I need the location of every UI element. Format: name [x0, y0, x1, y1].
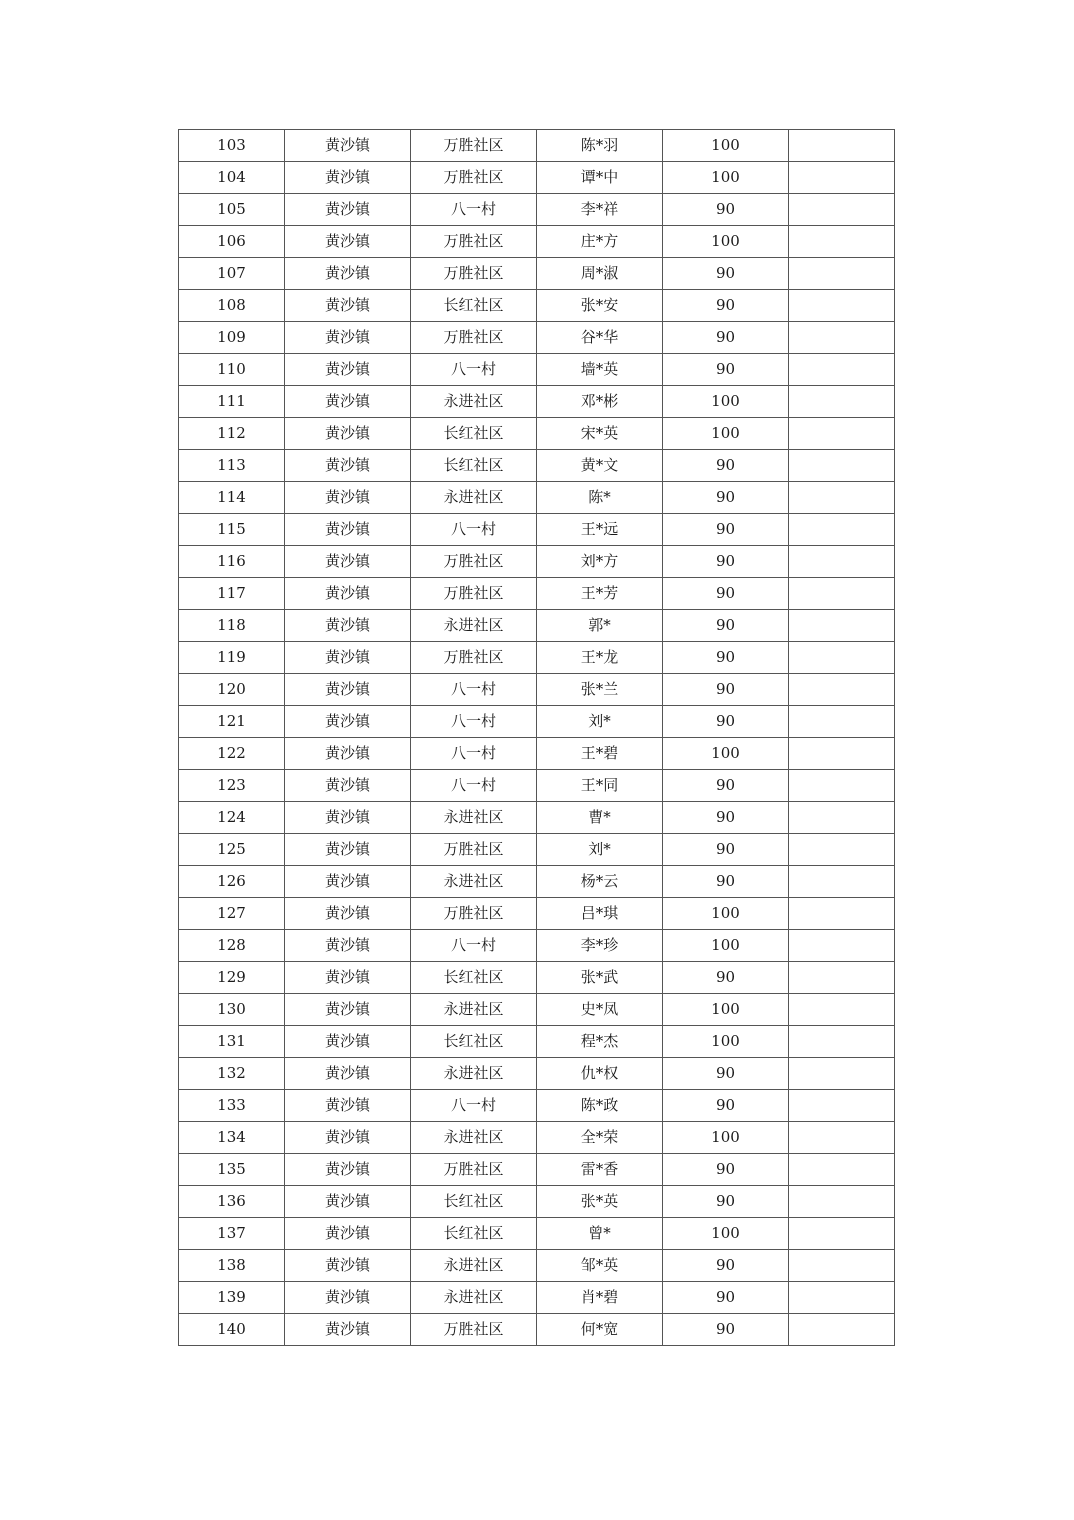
amount-cell: 90 — [663, 1090, 789, 1122]
table-row — [179, 450, 895, 482]
table-row — [179, 1090, 895, 1122]
village-cell: 永进社区 — [411, 482, 537, 514]
name-cell: 吕*琪 — [537, 898, 663, 930]
village-cell: 万胜社区 — [411, 1154, 537, 1186]
note-cell — [789, 578, 895, 610]
village-cell: 永进社区 — [411, 610, 537, 642]
amount-cell: 90 — [663, 546, 789, 578]
name-cell: 谷*华 — [537, 322, 663, 354]
village-cell: 万胜社区 — [411, 226, 537, 258]
note-cell — [789, 1186, 895, 1218]
note-cell — [789, 898, 895, 930]
town-cell: 黄沙镇 — [285, 1314, 411, 1346]
row-number-cell: 128 — [179, 930, 285, 962]
town-cell: 黄沙镇 — [285, 130, 411, 162]
village-cell: 万胜社区 — [411, 130, 537, 162]
amount-cell: 100 — [663, 738, 789, 770]
note-cell — [789, 130, 895, 162]
amount-cell: 100 — [663, 930, 789, 962]
village-cell: 八一村 — [411, 930, 537, 962]
name-cell: 王*龙 — [537, 642, 663, 674]
amount-cell: 90 — [663, 290, 789, 322]
town-cell: 黄沙镇 — [285, 322, 411, 354]
village-cell: 永进社区 — [411, 994, 537, 1026]
name-cell: 仇*权 — [537, 1058, 663, 1090]
amount-cell: 90 — [663, 1154, 789, 1186]
village-cell: 万胜社区 — [411, 642, 537, 674]
note-cell — [789, 1314, 895, 1346]
village-cell: 八一村 — [411, 194, 537, 226]
note-cell — [789, 226, 895, 258]
village-cell: 永进社区 — [411, 866, 537, 898]
name-cell: 刘*方 — [537, 546, 663, 578]
row-number-cell: 134 — [179, 1122, 285, 1154]
town-cell: 黄沙镇 — [285, 482, 411, 514]
row-number-cell: 112 — [179, 418, 285, 450]
name-cell: 李*祥 — [537, 194, 663, 226]
row-number-cell: 117 — [179, 578, 285, 610]
note-cell — [789, 642, 895, 674]
town-cell: 黄沙镇 — [285, 802, 411, 834]
village-cell: 永进社区 — [411, 386, 537, 418]
note-cell — [789, 738, 895, 770]
name-cell: 何*宽 — [537, 1314, 663, 1346]
row-number-cell: 123 — [179, 770, 285, 802]
amount-cell: 90 — [663, 322, 789, 354]
row-number-cell: 140 — [179, 1314, 285, 1346]
note-cell — [789, 162, 895, 194]
town-cell: 黄沙镇 — [285, 386, 411, 418]
town-cell: 黄沙镇 — [285, 866, 411, 898]
amount-cell: 90 — [663, 194, 789, 226]
table-row — [179, 706, 895, 738]
row-number-cell: 130 — [179, 994, 285, 1026]
table-row — [179, 1058, 895, 1090]
table-row — [179, 194, 895, 226]
village-cell: 八一村 — [411, 738, 537, 770]
name-cell: 庄*方 — [537, 226, 663, 258]
row-number-cell: 118 — [179, 610, 285, 642]
note-cell — [789, 866, 895, 898]
note-cell — [789, 962, 895, 994]
note-cell — [789, 1218, 895, 1250]
town-cell: 黄沙镇 — [285, 194, 411, 226]
village-cell: 万胜社区 — [411, 578, 537, 610]
village-cell: 万胜社区 — [411, 546, 537, 578]
note-cell — [789, 1058, 895, 1090]
name-cell: 张*安 — [537, 290, 663, 322]
name-cell: 王*远 — [537, 514, 663, 546]
town-cell: 黄沙镇 — [285, 418, 411, 450]
village-cell: 万胜社区 — [411, 1314, 537, 1346]
name-cell: 刘* — [537, 706, 663, 738]
note-cell — [789, 1250, 895, 1282]
village-cell: 长红社区 — [411, 1026, 537, 1058]
roster-table — [178, 129, 895, 1346]
row-number-cell: 129 — [179, 962, 285, 994]
row-number-cell: 111 — [179, 386, 285, 418]
village-cell: 永进社区 — [411, 802, 537, 834]
table-row — [179, 1314, 895, 1346]
name-cell: 全*荣 — [537, 1122, 663, 1154]
village-cell: 长红社区 — [411, 962, 537, 994]
note-cell — [789, 770, 895, 802]
note-cell — [789, 450, 895, 482]
town-cell: 黄沙镇 — [285, 546, 411, 578]
village-cell: 八一村 — [411, 1090, 537, 1122]
row-number-cell: 139 — [179, 1282, 285, 1314]
town-cell: 黄沙镇 — [285, 674, 411, 706]
note-cell — [789, 546, 895, 578]
town-cell: 黄沙镇 — [285, 1122, 411, 1154]
village-cell: 永进社区 — [411, 1250, 537, 1282]
note-cell — [789, 418, 895, 450]
row-number-cell: 120 — [179, 674, 285, 706]
table-row — [179, 418, 895, 450]
note-cell — [789, 322, 895, 354]
name-cell: 黄*文 — [537, 450, 663, 482]
name-cell: 曹* — [537, 802, 663, 834]
town-cell: 黄沙镇 — [285, 706, 411, 738]
town-cell: 黄沙镇 — [285, 834, 411, 866]
note-cell — [789, 386, 895, 418]
row-number-cell: 135 — [179, 1154, 285, 1186]
note-cell — [789, 1090, 895, 1122]
amount-cell: 100 — [663, 994, 789, 1026]
row-number-cell: 109 — [179, 322, 285, 354]
amount-cell: 90 — [663, 962, 789, 994]
name-cell: 陈*政 — [537, 1090, 663, 1122]
row-number-cell: 137 — [179, 1218, 285, 1250]
row-number-cell: 121 — [179, 706, 285, 738]
note-cell — [789, 1026, 895, 1058]
amount-cell: 90 — [663, 674, 789, 706]
amount-cell: 90 — [663, 1282, 789, 1314]
town-cell: 黄沙镇 — [285, 898, 411, 930]
village-cell: 万胜社区 — [411, 898, 537, 930]
table-row — [179, 898, 895, 930]
name-cell: 周*淑 — [537, 258, 663, 290]
amount-cell: 90 — [663, 482, 789, 514]
amount-cell: 90 — [663, 866, 789, 898]
table-row — [179, 1026, 895, 1058]
amount-cell: 90 — [663, 1250, 789, 1282]
amount-cell: 90 — [663, 706, 789, 738]
town-cell: 黄沙镇 — [285, 578, 411, 610]
amount-cell: 90 — [663, 514, 789, 546]
village-cell: 长红社区 — [411, 450, 537, 482]
note-cell — [789, 994, 895, 1026]
table-row — [179, 386, 895, 418]
town-cell: 黄沙镇 — [285, 738, 411, 770]
name-cell: 宋*英 — [537, 418, 663, 450]
town-cell: 黄沙镇 — [285, 642, 411, 674]
town-cell: 黄沙镇 — [285, 1218, 411, 1250]
village-cell: 万胜社区 — [411, 258, 537, 290]
village-cell: 八一村 — [411, 674, 537, 706]
amount-cell: 100 — [663, 1122, 789, 1154]
table-row — [179, 802, 895, 834]
note-cell — [789, 1282, 895, 1314]
village-cell: 八一村 — [411, 514, 537, 546]
name-cell: 邓*彬 — [537, 386, 663, 418]
name-cell: 杨*云 — [537, 866, 663, 898]
row-number-cell: 124 — [179, 802, 285, 834]
town-cell: 黄沙镇 — [285, 354, 411, 386]
name-cell: 曾* — [537, 1218, 663, 1250]
town-cell: 黄沙镇 — [285, 994, 411, 1026]
amount-cell: 100 — [663, 162, 789, 194]
note-cell — [789, 482, 895, 514]
name-cell: 王*同 — [537, 770, 663, 802]
table-row — [179, 226, 895, 258]
town-cell: 黄沙镇 — [285, 1250, 411, 1282]
table-row — [179, 546, 895, 578]
village-cell: 万胜社区 — [411, 322, 537, 354]
name-cell: 张*武 — [537, 962, 663, 994]
table-row — [179, 1154, 895, 1186]
name-cell: 陈* — [537, 482, 663, 514]
row-number-cell: 132 — [179, 1058, 285, 1090]
amount-cell: 90 — [663, 578, 789, 610]
amount-cell: 90 — [663, 802, 789, 834]
town-cell: 黄沙镇 — [285, 1154, 411, 1186]
note-cell — [789, 802, 895, 834]
name-cell: 雷*香 — [537, 1154, 663, 1186]
name-cell: 张*英 — [537, 1186, 663, 1218]
village-cell: 八一村 — [411, 706, 537, 738]
row-number-cell: 133 — [179, 1090, 285, 1122]
name-cell: 肖*碧 — [537, 1282, 663, 1314]
village-cell: 八一村 — [411, 354, 537, 386]
village-cell: 永进社区 — [411, 1282, 537, 1314]
table-row — [179, 354, 895, 386]
name-cell: 王*碧 — [537, 738, 663, 770]
table-row — [179, 1186, 895, 1218]
village-cell: 永进社区 — [411, 1058, 537, 1090]
amount-cell: 90 — [663, 1186, 789, 1218]
note-cell — [789, 1154, 895, 1186]
row-number-cell: 127 — [179, 898, 285, 930]
town-cell: 黄沙镇 — [285, 1186, 411, 1218]
name-cell: 李*珍 — [537, 930, 663, 962]
table-row — [179, 130, 895, 162]
row-number-cell: 122 — [179, 738, 285, 770]
table-row — [179, 322, 895, 354]
town-cell: 黄沙镇 — [285, 162, 411, 194]
name-cell: 邹*英 — [537, 1250, 663, 1282]
table-row — [179, 1122, 895, 1154]
town-cell: 黄沙镇 — [285, 610, 411, 642]
name-cell: 郭* — [537, 610, 663, 642]
town-cell: 黄沙镇 — [285, 290, 411, 322]
row-number-cell: 115 — [179, 514, 285, 546]
town-cell: 黄沙镇 — [285, 1282, 411, 1314]
village-cell: 万胜社区 — [411, 162, 537, 194]
note-cell — [789, 706, 895, 738]
village-cell: 永进社区 — [411, 1122, 537, 1154]
table-row — [179, 162, 895, 194]
table-row — [179, 578, 895, 610]
table-row — [179, 258, 895, 290]
row-number-cell: 114 — [179, 482, 285, 514]
name-cell: 墙*英 — [537, 354, 663, 386]
amount-cell: 100 — [663, 1026, 789, 1058]
village-cell: 长红社区 — [411, 1186, 537, 1218]
town-cell: 黄沙镇 — [285, 450, 411, 482]
note-cell — [789, 610, 895, 642]
town-cell: 黄沙镇 — [285, 226, 411, 258]
table-row — [179, 994, 895, 1026]
town-cell: 黄沙镇 — [285, 962, 411, 994]
table-row — [179, 514, 895, 546]
row-number-cell: 125 — [179, 834, 285, 866]
village-cell: 长红社区 — [411, 290, 537, 322]
table-row — [179, 834, 895, 866]
name-cell: 史*凤 — [537, 994, 663, 1026]
amount-cell: 90 — [663, 770, 789, 802]
town-cell: 黄沙镇 — [285, 514, 411, 546]
note-cell — [789, 258, 895, 290]
town-cell: 黄沙镇 — [285, 930, 411, 962]
row-number-cell: 106 — [179, 226, 285, 258]
row-number-cell: 131 — [179, 1026, 285, 1058]
row-number-cell: 103 — [179, 130, 285, 162]
table-row — [179, 1250, 895, 1282]
row-number-cell: 107 — [179, 258, 285, 290]
note-cell — [789, 290, 895, 322]
town-cell: 黄沙镇 — [285, 1026, 411, 1058]
note-cell — [789, 674, 895, 706]
amount-cell: 90 — [663, 1314, 789, 1346]
row-number-cell: 104 — [179, 162, 285, 194]
table-row — [179, 1282, 895, 1314]
village-cell: 八一村 — [411, 770, 537, 802]
table-row — [179, 482, 895, 514]
village-cell: 万胜社区 — [411, 834, 537, 866]
amount-cell: 90 — [663, 834, 789, 866]
note-cell — [789, 354, 895, 386]
row-number-cell: 113 — [179, 450, 285, 482]
row-number-cell: 110 — [179, 354, 285, 386]
amount-cell: 100 — [663, 898, 789, 930]
name-cell: 张*兰 — [537, 674, 663, 706]
amount-cell: 100 — [663, 130, 789, 162]
table-row — [179, 866, 895, 898]
table-row — [179, 770, 895, 802]
row-number-cell: 126 — [179, 866, 285, 898]
amount-cell: 90 — [663, 610, 789, 642]
note-cell — [789, 930, 895, 962]
note-cell — [789, 1122, 895, 1154]
name-cell: 刘* — [537, 834, 663, 866]
note-cell — [789, 194, 895, 226]
table-row — [179, 962, 895, 994]
row-number-cell: 105 — [179, 194, 285, 226]
amount-cell: 100 — [663, 386, 789, 418]
row-number-cell: 136 — [179, 1186, 285, 1218]
town-cell: 黄沙镇 — [285, 1058, 411, 1090]
row-number-cell: 138 — [179, 1250, 285, 1282]
amount-cell: 90 — [663, 258, 789, 290]
table-row — [179, 738, 895, 770]
table-row — [179, 674, 895, 706]
name-cell: 程*杰 — [537, 1026, 663, 1058]
village-cell: 长红社区 — [411, 418, 537, 450]
amount-cell: 90 — [663, 354, 789, 386]
table-row — [179, 610, 895, 642]
town-cell: 黄沙镇 — [285, 1090, 411, 1122]
amount-cell: 90 — [663, 450, 789, 482]
amount-cell: 90 — [663, 1058, 789, 1090]
roster-table-body — [179, 130, 895, 1346]
amount-cell: 100 — [663, 418, 789, 450]
table-row — [179, 1218, 895, 1250]
amount-cell: 100 — [663, 226, 789, 258]
name-cell: 陈*羽 — [537, 130, 663, 162]
name-cell: 谭*中 — [537, 162, 663, 194]
town-cell: 黄沙镇 — [285, 770, 411, 802]
table-row — [179, 930, 895, 962]
amount-cell: 90 — [663, 642, 789, 674]
name-cell: 王*芳 — [537, 578, 663, 610]
row-number-cell: 116 — [179, 546, 285, 578]
row-number-cell: 119 — [179, 642, 285, 674]
row-number-cell: 108 — [179, 290, 285, 322]
table-row — [179, 642, 895, 674]
town-cell: 黄沙镇 — [285, 258, 411, 290]
note-cell — [789, 834, 895, 866]
table-row — [179, 290, 895, 322]
amount-cell: 100 — [663, 1218, 789, 1250]
note-cell — [789, 514, 895, 546]
village-cell: 长红社区 — [411, 1218, 537, 1250]
